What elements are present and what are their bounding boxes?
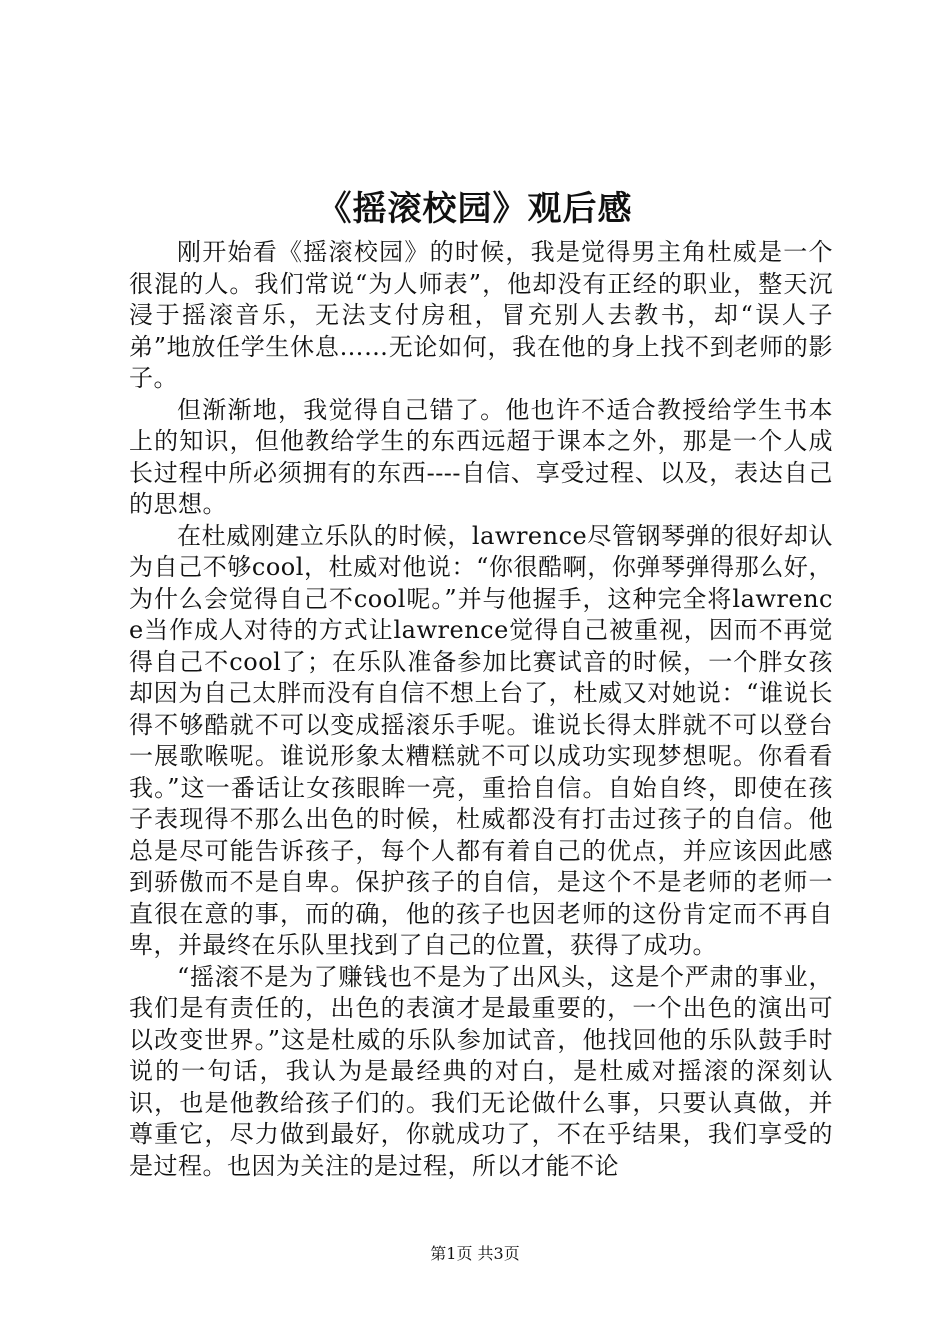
page-number-footer: 第1页 共3页 (430, 1244, 520, 1263)
document-body (129, 237, 833, 1182)
paragraph-2: 但渐渐地，我觉得自己错了。他也许不适合教授给学生书本上的知识，但他教给学生的东西远超于课本之外，那是一个人成长过程中所必须拥有的东西----自信、享受过程、以及，表达自己的思想。 (129, 395, 833, 518)
paragraph-3: 在杜威刚建立乐队的时候，lawrence尽管钢琴弹的很好却认为自己不够cool，杜威对他说：“你很酷啊，你弹琴弹得那么好，为什么会觉得自己不cool呢。”并与他握手，这种完全将lawrence当作成人对待的方式让lawrence觉得自己被重视，因而不再觉得自己不cool了；在乐队准备参加比赛试音的时候，一个胖女孩却因为自己太胖而没有自信不想上台了，杜威又对她说：“谁说长得不够酷就不可以变成摇滚乐手呢。谁说长得太胖就不可以登台一展歌喉呢。谁说形象太糟糕就不可以成功实现梦想呢。你看看我。”这一番话让女孩眼眸一亮，重拾自信。自始自终，即使在孩子表现得不那么出色的时候，杜威都没有打击过孩子的自信。他总是尽可能告诉孩子，每个人都有着自己的优点，并应该因此感到骄傲而不是自卑。保护孩子的自信，是这个不是老师的老师一直很在意的事，而的确，他的孩子也因老师的这份肯定而不再自卑，并最终在乐队里找到了自己的位置，获得了成功。 (129, 521, 833, 959)
paragraph-1: 刚开始看《摇滚校园》的时候，我是觉得男主角杜威是一个很混的人。我们常说“为人师表”，他却没有正经的职业，整天沉浸于摇滚音乐，无法支付房租，冒充别人去教书，却“误人子弟”地放任学生休息……无论如何，我在他的身上找不到老师的影子。 (129, 238, 833, 392)
document-title: 《摇滚校园》观后感 (317, 189, 633, 229)
paragraph-4: “摇滚不是为了赚钱也不是为了出风头，这是个严肃的事业，我们是有责任的，出色的表演才是最重要的，一个出色的演出可以改变世界。”这是杜威的乐队参加试音，他找回他的乐队鼓手时说的一句话，我认为是最经典的对白，是杜威对摇滚的深刻认识，也是他教给孩子们的。我们无论做什么事，只要认真做，并尊重它，尽力做到最好，你就成功了，不在乎结果，我们享受的是过程。也因为关注的是过程，所以才能不论 (129, 962, 833, 1180)
